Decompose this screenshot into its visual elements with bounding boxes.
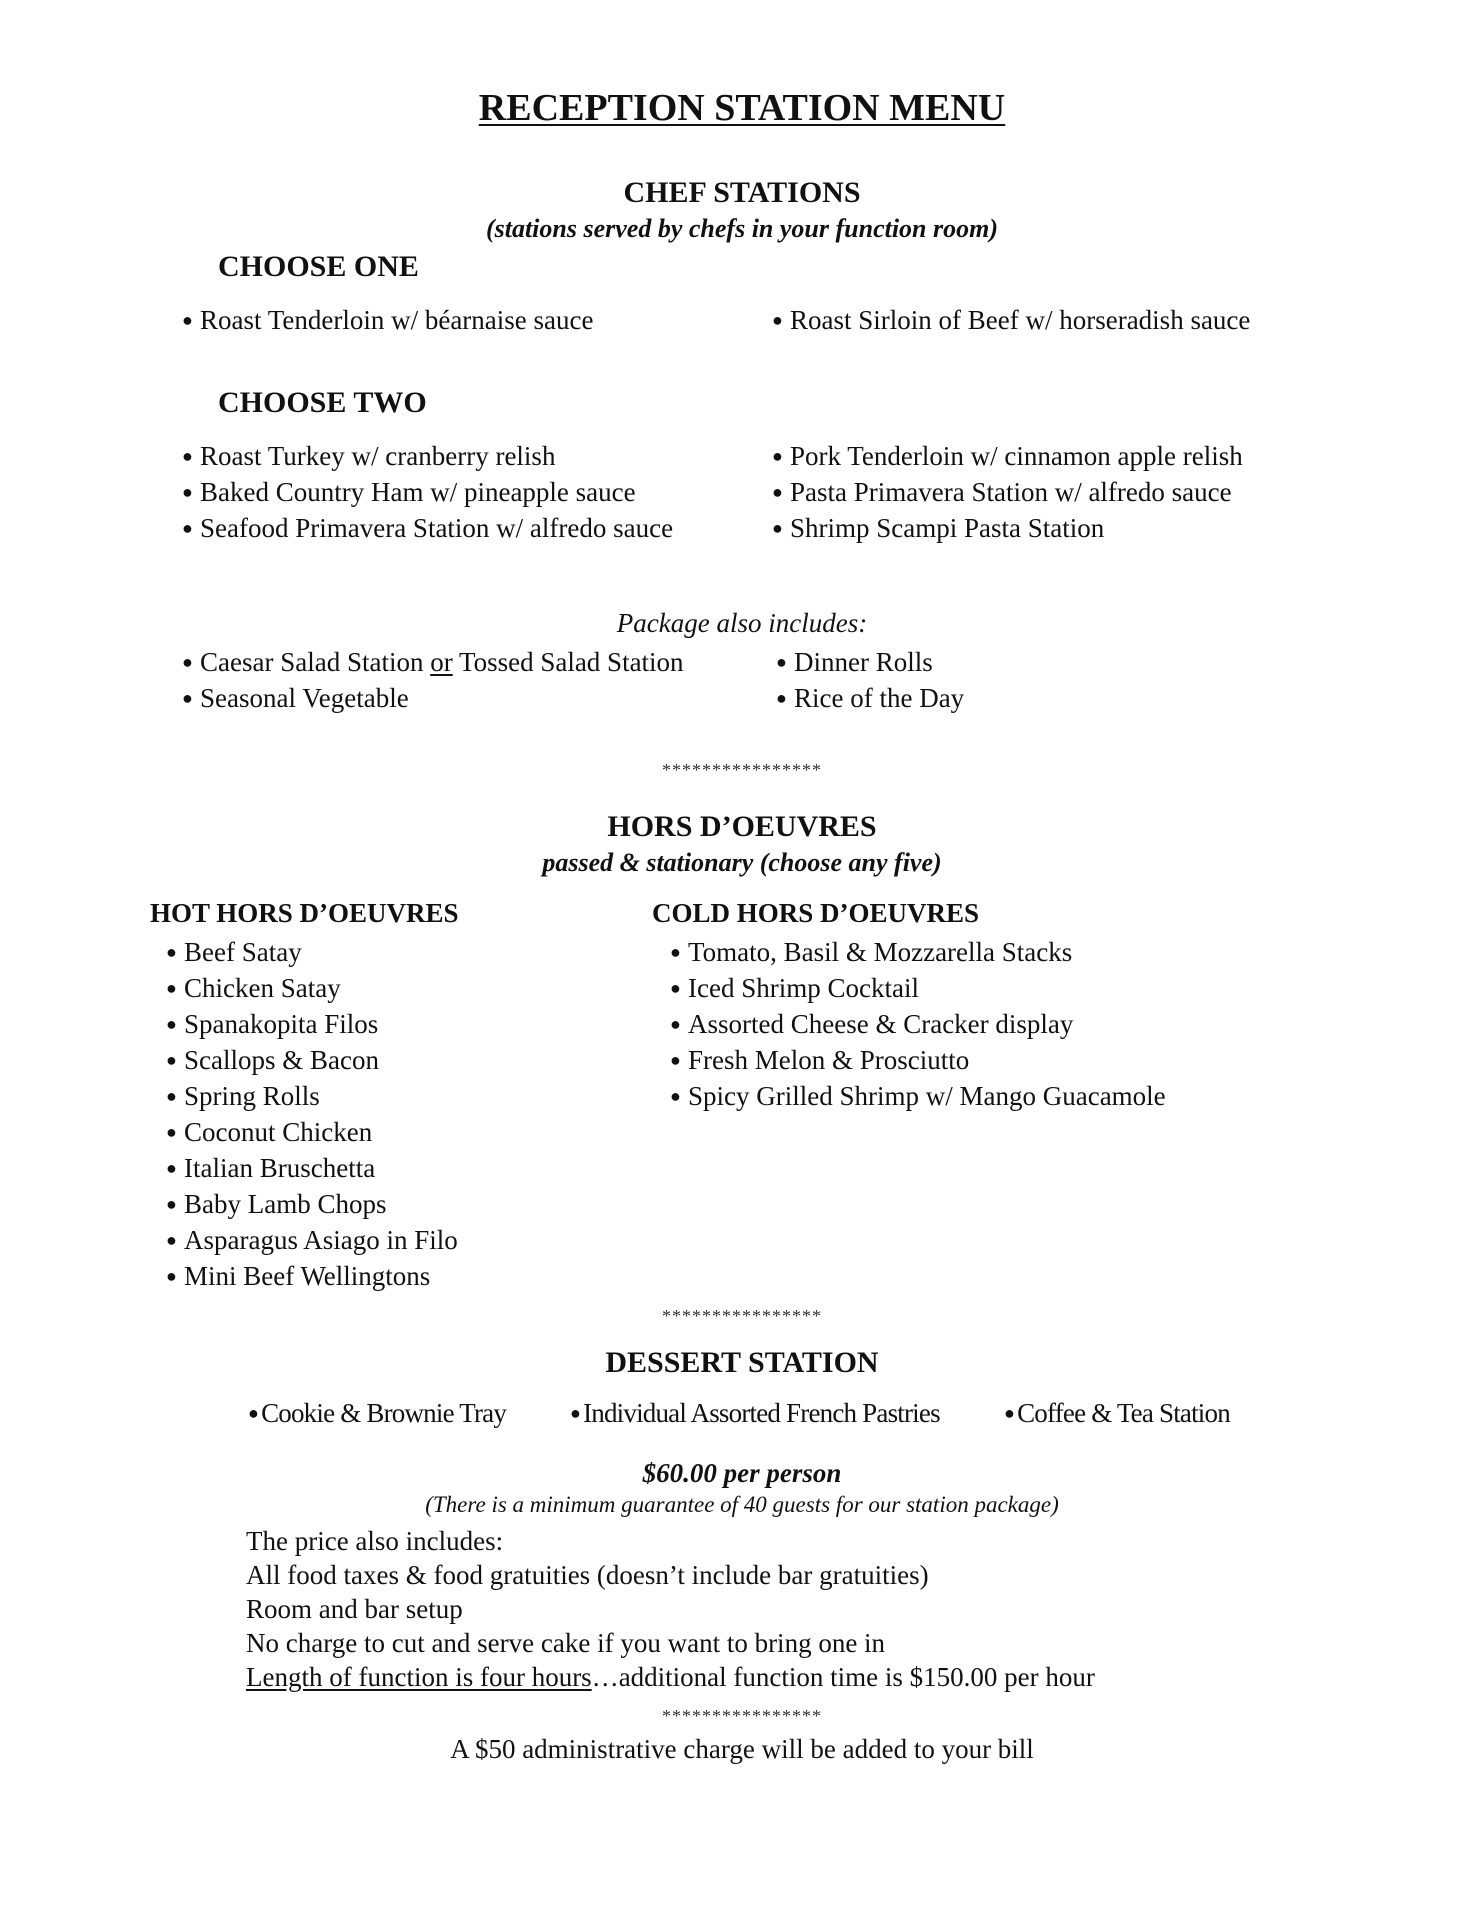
cold-item: ● Fresh Melon & Prosciutto [670,1045,970,1075]
separator: **************** [662,1706,822,1726]
cold-hors-doeuvres-heading: COLD HORS D’OEUVRES [652,898,980,928]
minimum-guarantee-note: (There is a minimum guarantee of 40 guests for our station package) [425,1492,1059,1517]
hot-item: ● Mini Beef Wellingtons [166,1261,431,1291]
choose-two-label: CHOOSE TWO [218,386,427,419]
function-length-line: Length of function is four hours…additional function time is $150.00 per hour [246,1662,1095,1692]
menu-item: ● Baked Country Ham w/ pineapple sauce [182,477,636,507]
chef-stations-subheading: (stations served by chefs in your function room) [485,214,999,243]
menu-item: ● Caesar Salad Station or Tossed Salad Station [182,647,684,677]
menu-item: ● Roast Turkey w/ cranberry relish [182,441,556,471]
cold-item: ● Spicy Grilled Shrimp w/ Mango Guacamole [670,1081,1166,1111]
cold-item: ● Iced Shrimp Cocktail [670,973,919,1003]
price-includes-line: Room and bar setup [246,1594,463,1624]
hot-item: ● Spring Rolls [166,1081,320,1111]
choose-one-label: CHOOSE ONE [218,250,419,283]
separator: **************** [662,1306,822,1326]
cold-item: ● Assorted Cheese & Cracker display [670,1009,1074,1039]
menu-item: ● Roast Sirloin of Beef w/ horseradish sauce [772,305,1251,335]
hot-item: ● Scallops & Bacon [166,1045,379,1075]
hot-item: ● Coconut Chicken [166,1117,373,1147]
dessert-item: ● Cookie & Brownie Tray [248,1398,507,1428]
menu-item: ● Rice of the Day [776,683,965,713]
hot-item: ● Baby Lamb Chops [166,1189,387,1219]
dessert-item: ● Coffee & Tea Station [1004,1398,1230,1428]
menu-item: ● Pork Tenderloin w/ cinnamon apple relish [772,441,1243,471]
price-includes-line: The price also includes: [246,1526,504,1556]
dessert-station-heading: DESSERT STATION [605,1346,879,1379]
hot-item: ● Beef Satay [166,937,302,967]
menu-item: ● Shrimp Scampi Pasta Station [772,513,1105,543]
package-includes-label: Package also includes: [616,608,868,638]
page-title: RECEPTION STATION MENU [478,87,1006,129]
menu-item: ● Roast Tenderloin w/ béarnaise sauce [182,305,594,335]
hors-doeuvres-heading: HORS D’OEUVRES [607,810,877,843]
cold-item: ● Tomato, Basil & Mozzarella Stacks [670,937,1073,967]
menu-item: ● Dinner Rolls [776,647,933,677]
dessert-item: ● Individual Assorted French Pastries [570,1398,940,1428]
chef-stations-heading: CHEF STATIONS [623,176,861,209]
hot-item: ● Italian Bruschetta [166,1153,376,1183]
price-includes-line: All food taxes & food gratuities (doesn’t include bar gratuities) [246,1560,929,1590]
hot-item: ● Chicken Satay [166,973,341,1003]
menu-item: ● Seasonal Vegetable [182,683,409,713]
hot-hors-doeuvres-heading: HOT HORS D’OEUVRES [150,898,459,928]
menu-item: ● Seafood Primavera Station w/ alfredo sauce [182,513,674,543]
price-per-person: $60.00 per person [642,1458,842,1488]
menu-item: ● Pasta Primavera Station w/ alfredo sauce [772,477,1232,507]
hot-item: ● Asparagus Asiago in Filo [166,1225,458,1255]
hors-doeuvres-subheading: passed & stationary (choose any five) [542,848,942,877]
administrative-charge-note: A $50 administrative charge will be added to your bill [450,1734,1034,1764]
price-includes-line: No charge to cut and serve cake if you want to bring one in [246,1628,886,1658]
hot-item: ● Spanakopita Filos [166,1009,379,1039]
separator: **************** [662,760,822,780]
